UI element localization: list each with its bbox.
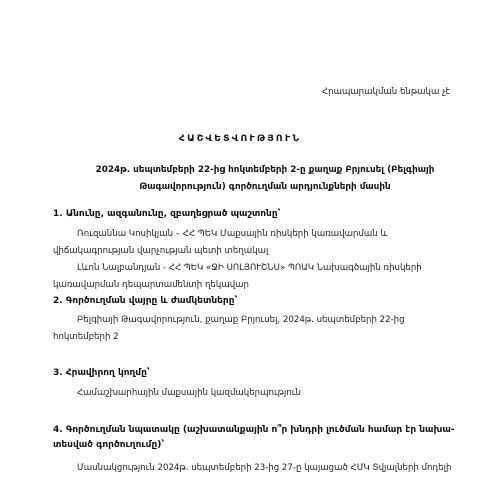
section-1-heading: 1. Անունը, ազգանունը, զբաղեցրած պաշտոնը՝ [53, 209, 281, 219]
section-1-line-2: վիճակագրության վարչության պետի տեղակալ [53, 246, 269, 256]
section-1-line-4: կառավարման դեպարտամենտի ղեկավար [53, 280, 249, 290]
section-3-heading: 3. Հրավիրող կողմը՝ [53, 368, 150, 378]
section-4-line-1: Մասնակցություն 2024թ. սեպտեմբերի 23-ից 27-ը կայացած ՀՄԿ Տվյալների մոդելի [77, 463, 452, 473]
section-4-body [77, 460, 460, 477]
section-1-line-3: Լևոն Նալբանդյան - ՀՀ ՊԵԿ «ՋԻ ՍՈԼՅՈՒՇՆՍ» ՊՈԱԿ Նախագծային ռիսկերի [77, 263, 422, 273]
section-4-heading-line-2: տեսված գործուղումը)՝ [53, 440, 165, 450]
document-title: ՀԱՇՎԵՏՎՈՒԹՅՈՒՆ [178, 133, 302, 144]
section-2-line-1: Բելգիայի Թագավորություն, քաղաք Բրյուսել, 2024թ. սեպտեմբերի 22-ից [77, 315, 405, 325]
section-3-body [77, 385, 460, 402]
section-2-heading: 2. Գործուղման վայրը և ժամկետները՝ [53, 296, 238, 306]
section-4-heading-line-1: 4. Գործուղման նպատակը (աշխատանքային ո՞ր խնդրի լուծման համար էր նախա- [53, 425, 455, 435]
classification-notice: Հրապարակման ենթակա չէ [321, 87, 450, 97]
subtitle-line-1: 2024թ. սեպտեմբերի 22-ից հոկտեմբերի 2-ը քաղաք Բրյուսել (Բելգիայի [95, 165, 435, 175]
document-subtitle [70, 162, 460, 196]
section-2-body [53, 312, 460, 346]
section-3-line-1: Համաշխարհային մաքսային կազմակերպություն [77, 388, 301, 398]
section-1-body [53, 226, 460, 294]
section-1-line-1: Ռուզաննա Կոսիկյան – ՀՀ ՊԵԿ Մաքսային ռիսկերի կառավարման և [77, 229, 388, 239]
section-4-heading [53, 425, 460, 450]
subtitle-line-2: Թագավորություն) գործուղման արդյունքների մասին [139, 182, 391, 192]
section-2-line-2: հոկտեմբերի 2 [53, 332, 119, 342]
